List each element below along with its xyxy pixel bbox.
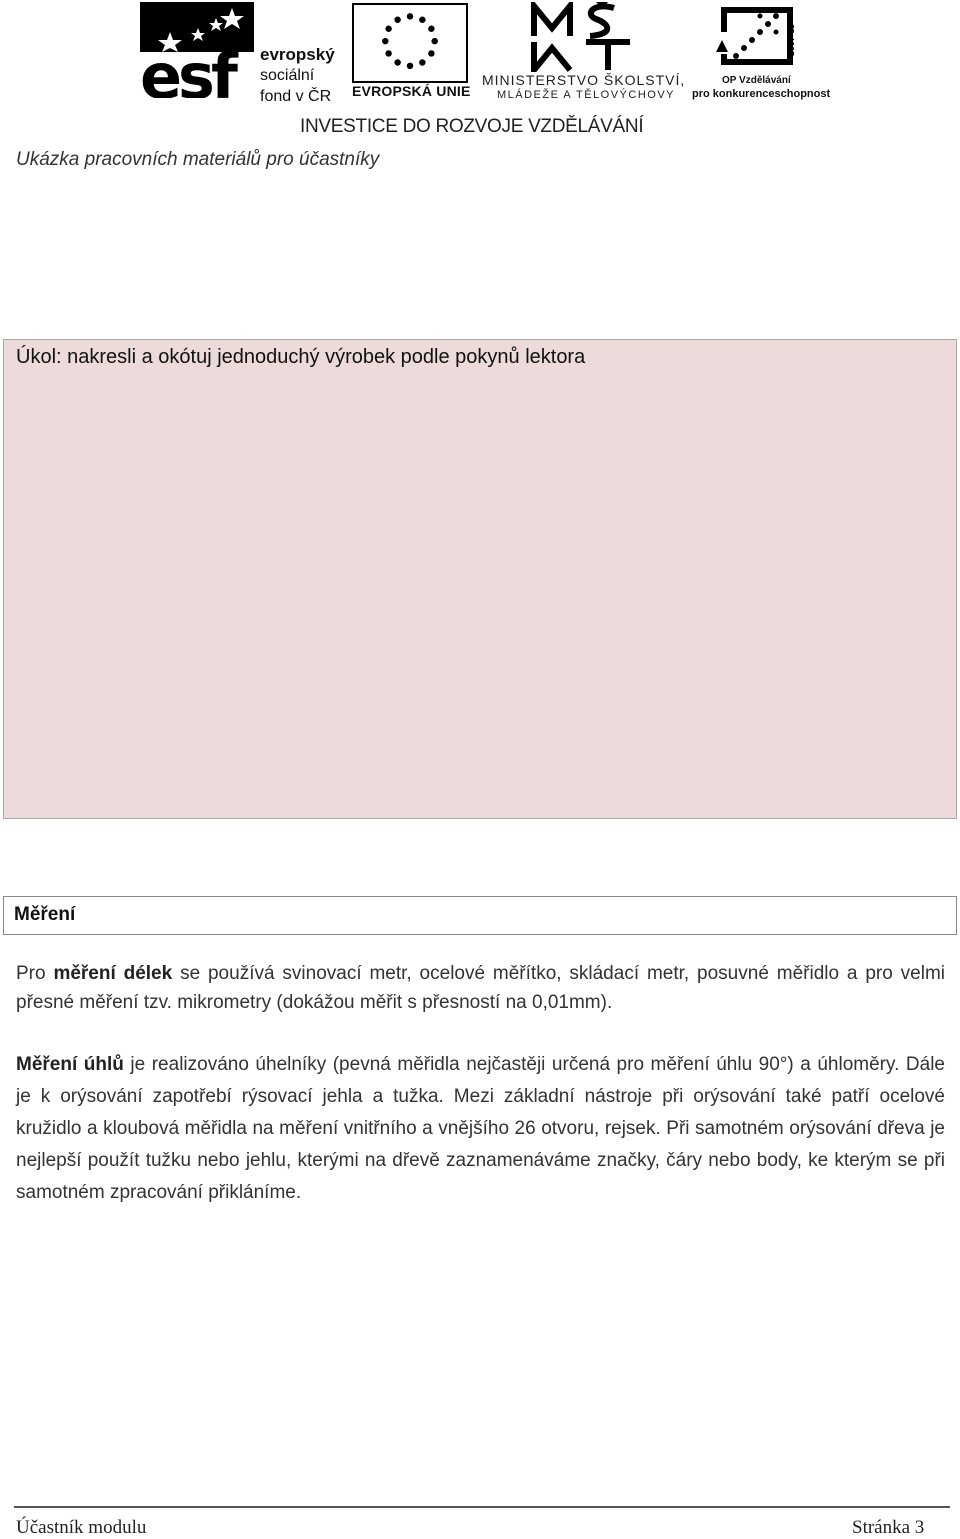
esf-logo-mark [140,2,254,98]
paragraph-angle-measurement [16,1049,945,1209]
esf-line-1: evropský [260,45,335,64]
msmt-line-2: MLÁDEŽE A TĚLOVÝCHOVY [497,89,676,101]
section-title: Měření [14,904,76,925]
p2-text-c: je realizováno úhelníky (pevná měřidla nejčastěji určená pro měření úhlu 90°) a úhloměry. Dále je k orýsování zapotřebí rýsovací jehla a tužka. Mezi základní nástroje při orýsování také patří ocelové kružidlo a kloubová měřidla na měření vnitřního a vnějšího 26 otvoru, rejsek. Při samotném orýsování dřeva je nejlepší použít tužku nebo jehlu, kterými na dřevě zaznamenáváme značky, čáry nebo body, ke kterým se při samotném zpracování přikláníme. [16,1054,945,1203]
eu-flag-logo [352,3,468,83]
msmt-logo-mark [530,2,634,72]
msmt-line-1: MINISTERSTVO ŠKOLSTVÍ, [482,72,686,88]
footer-divider [14,1506,950,1508]
op-vzdelavani-logo-mark [714,2,804,72]
op-year: 2007-13 [788,23,796,56]
footer-left-label: Účastník modulu [16,1517,147,1538]
p1-text-c: se používá svinovací metr, ocelové měřítko, skládací metr, posuvné měřidlo a pro velmi přesné měření tzv. mikrometry (dokážou měřit s přesností na 0,01mm). [16,963,945,1013]
op-line-1: OP Vzdělávání [722,75,791,86]
eu-label: EVROPSKÁ UNIE [352,83,471,99]
task-title: Úkol: nakresli a okótuj jednoduchý výrobek podle pokynů lektora [16,346,586,368]
esf-line-2: sociální [260,67,315,84]
section-heading-box [3,896,957,935]
op-line-2: pro konkurenceschopnost [692,88,831,100]
p1-bold-term: měření délek [53,963,173,984]
investice-slogan: INVESTICE DO ROZVOJE VZDĚLÁVÁNÍ [300,116,644,137]
esf-line-3: fond v ČR [260,88,332,105]
p2-bold-term: Měření úhlů [16,1054,124,1075]
esf-logo-text [260,44,335,107]
p1-text-a: Pro [16,963,54,984]
footer-page-number: Stránka 3 [852,1517,925,1538]
task-drawing-area[interactable] [3,339,957,819]
header-subtitle: Ukázka pracovních materiálů pro účastníky [16,149,380,170]
svg-text:esf: esf [140,40,234,98]
paragraph-length-measurement [16,959,945,1017]
